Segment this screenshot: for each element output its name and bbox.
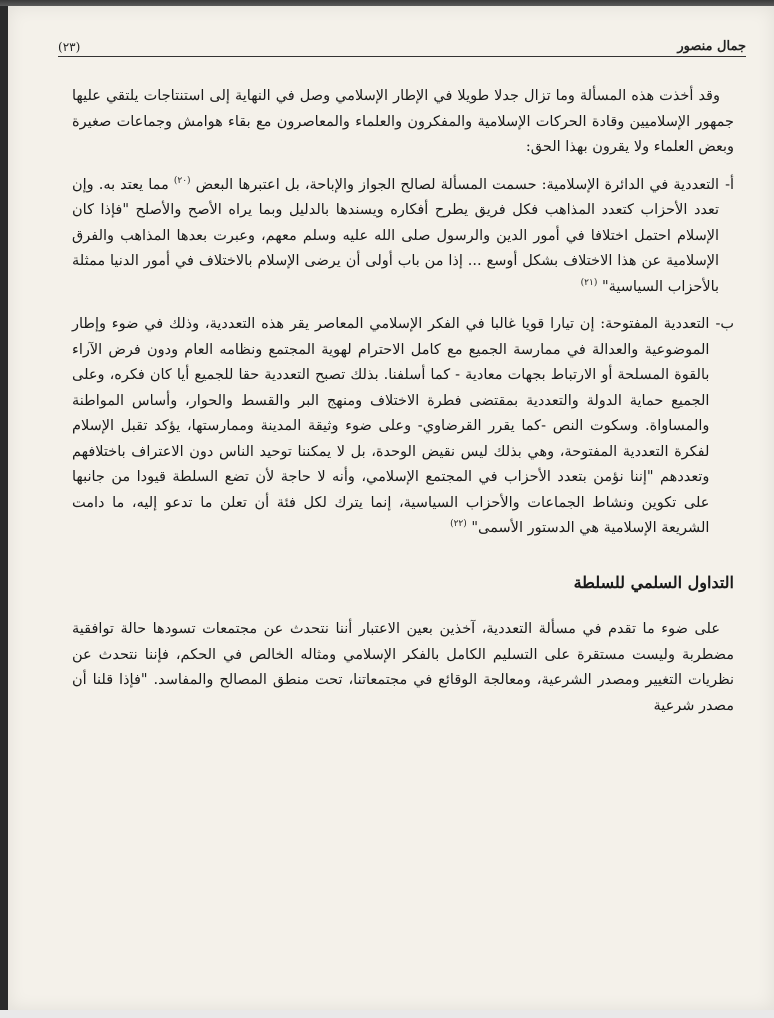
scan-bottom-edge <box>0 1010 774 1018</box>
page-body <box>72 84 734 731</box>
list-item-a-body <box>72 173 719 301</box>
item-a-text-continued: مما يعتد به. وإن تعدد الأحزاب كتعدد المذاهب فكل فريق يطرح أفكاره ويسندها بالدليل وبما يراه الأصح والأصلح "فإذا كان الإسلام احتمل اختلافا في أمور الدين والرسول صلى الله عليه وسلم معهم، وعبرت بعدها المذاهب والفرق الإسلامية عن هذا الاختلاف بشكل أوسع ... إذا من باب أولى أن يرضى الإسلام بالاختلاف في أمور الدنيا ممثلة بالأحزاب السياسية" <box>72 176 720 295</box>
footnote-ref-22: (٢٢) <box>450 519 467 530</box>
section-heading: التداول السلمي للسلطة <box>573 572 734 592</box>
list-item-b-body <box>72 312 709 542</box>
intro-paragraph: وقد أخذت هذه المسألة وما تزال جدلا طويلا في الإطار الإسلامي وصل في النهاية إلى استنتاجات يلتقي عليها جمهور الإسلاميين وقادة الحركات الإسلامية والمفكرون والعلماء والمعاصرون مع بقاء هوامش وجماعات صغيرة وبعض العلماء ولا يقرون بهذا الحق: <box>72 88 734 155</box>
list-marker-a: أ- <box>725 176 734 193</box>
final-paragraph: على ضوء ما تقدم في مسألة التعددية، آخذين بعين الاعتبار أننا نتحدث عن مجتمعات تسودها حالة توافقية مضطربة وليست مستقرة على التسليم الكامل بالفكر الإسلامي ومثاله الخالص في الحكم، فإننا نتحدث عن نظريات التغيير ومصدر الشرعية، ومعالجة الوقائع في مجتمعاتنا، تحت منطق المصالح والمفاسد. "فإذا قلنا أن مصدر شرعية <box>72 621 734 714</box>
list-marker-b: ب- <box>715 316 734 332</box>
running-head <box>58 34 746 57</box>
running-head-author: جمال منصور <box>677 39 746 54</box>
list-item-a <box>72 173 734 301</box>
footnote-ref-20: (٢٠) <box>173 175 191 186</box>
item-a-text: التعددية في الدائرة الإسلامية: حسمت المسألة لصالح الجواز والإباحة، بل اعتبرها البعض <box>195 176 720 193</box>
list-item-b <box>72 312 734 542</box>
page-number: (٢٣) <box>58 40 81 54</box>
item-b-text: التعددية المفتوحة: إن تيارا قويا غالبا في الفكر الإسلامي المعاصر يقر هذه التعددية، وذلك في ضوء وإطار الموضوعية والعدالة في ممارسة الجميع مع كامل الاحترام لهوية المجتمع ونظامه العام ودون فرض الآراء بالقوة المسلحة أو الارتباط بجهات معادية - كما أسلفنا. بذلك تصبح التعددية حقا للجميع أيا كان فكره، وعلى الجميع حماية الدولة والتعددية بمقتضى فطرة الاختلاف ومنهج البر والقسط والحوار، وأساس المواطنة والمساواة. وسكوت النص -كما يقرر القرضاوي- وعلى ضوء وثيقة المدينة وممارستها، يؤكد تقبل الإسلام لفكرة التعددية المفتوحة، وهي بذلك ليس نقيض الوحدة، بل لا يمكننا توحيد الناس دون الاعتراف باختلافهم وتعددهم "إننا نؤمن بتعدد الأحزاب في المجتمع الإسلامي، وأنه لا حاجة لأن تضع السلطة قيودا من جانبها على تكوين ونشاط الجماعات والأحزاب السياسية، إنما يترك لكل فئة أن تعلن ما تدعو إليه، ما دامت الشريعة الإسلامية هي الدستور الأسمى" <box>72 316 710 536</box>
book-page <box>8 6 774 1010</box>
footnote-ref-21: (٢١) <box>580 277 598 288</box>
